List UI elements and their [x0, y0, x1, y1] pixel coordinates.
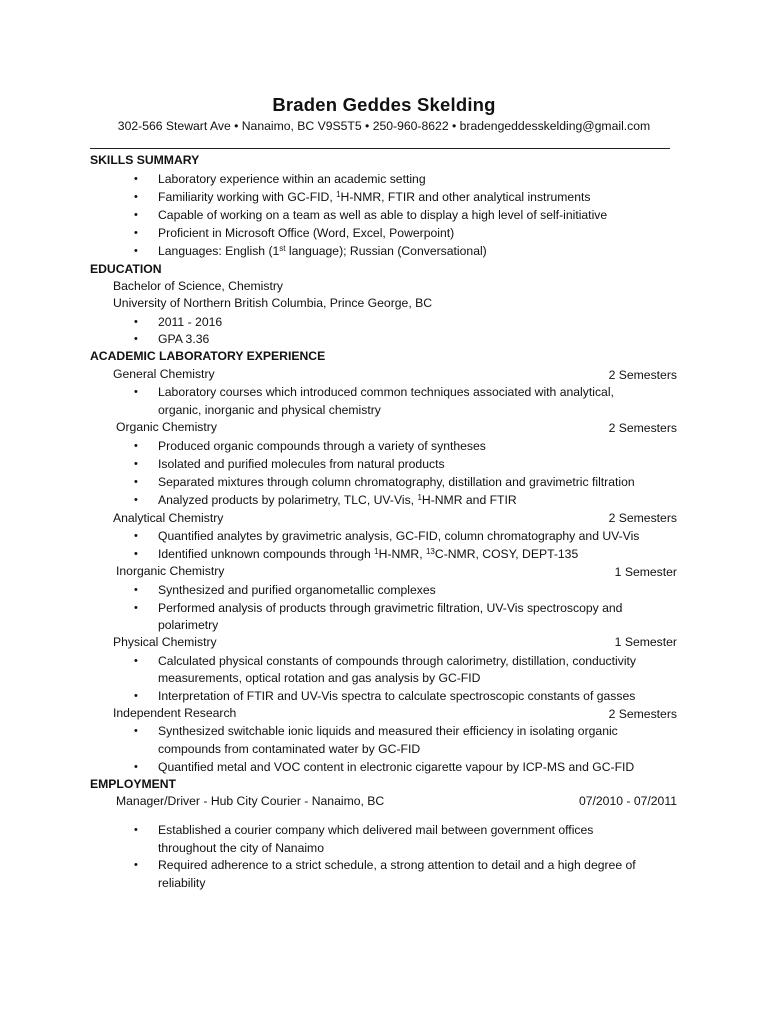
course-duration: 1 Semester — [614, 565, 677, 579]
bullet-icon: • — [134, 440, 138, 452]
course-title: Inorganic Chemistry — [116, 564, 225, 578]
skill-item: Familiarity working with GC-FID, $^1$H-NMR, FTIR and other analytical instruments — [158, 190, 591, 204]
bullet-icon: • — [134, 690, 138, 702]
course-item: Analyzed products by polarimetry, TLC, UV-Vis, $^1$H-NMR and FTIR — [158, 493, 517, 507]
bullet-icon: • — [134, 530, 138, 542]
skill-item: Laboratory experience within an academic setting — [158, 172, 426, 186]
contact-line: 302-566 Stewart Ave • Nanaimo, BC V9S5T5 • 250-960-8622 • bradengeddesskelding@gmail.com — [117, 119, 651, 133]
course-item: Identified unknown compounds through $^1$H-NMR, $^{13}$C-NMR, COSY, DEPT-135 — [158, 547, 579, 561]
course-title: General Chemistry — [113, 367, 215, 381]
bullet-icon: • — [134, 476, 138, 488]
education-heading: EDUCATION — [90, 262, 162, 276]
bullet-icon: • — [134, 173, 138, 185]
bullet-icon: • — [134, 316, 138, 328]
course-item-continued: polarimetry — [158, 618, 219, 632]
course-item-continued: organic, inorganic and physical chemistry — [158, 403, 381, 417]
course-item: Separated mixtures through column chromatography, distillation and gravimetric filtration — [158, 475, 635, 489]
course-title: Analytical Chemistry — [113, 511, 224, 525]
lab-heading: ACADEMIC LABORATORY EXPERIENCE — [90, 349, 326, 363]
course-item: Performed analysis of products through gravimetric filtration, UV-Vis spectroscopy and — [158, 601, 623, 615]
bullet-icon: • — [134, 191, 138, 203]
bullet-icon: • — [134, 548, 138, 560]
course-item: Laboratory courses which introduced common techniques associated with analytical, — [158, 385, 614, 399]
course-item: Produced organic compounds through a variety of syntheses — [158, 439, 486, 453]
job-item: Required adherence to a strict schedule, a strong attention to detail and a high degree of — [158, 858, 636, 872]
course-title: Independent Research — [113, 706, 237, 720]
bullet-icon: • — [134, 386, 138, 398]
bullet-icon: • — [134, 725, 138, 737]
bullet-icon: • — [134, 859, 138, 871]
course-item: Isolated and purified molecules from natural products — [158, 457, 445, 471]
course-item-continued: compounds from contaminated water by GC-FID — [158, 742, 421, 756]
bullet-icon: • — [134, 584, 138, 596]
course-item: Interpretation of FTIR and UV-Vis spectra to calculate spectroscopic constants of gasses — [158, 689, 636, 703]
course-item: Synthesized and purified organometallic complexes — [158, 583, 436, 597]
bullet-icon: • — [134, 655, 138, 667]
course-title: Physical Chemistry — [113, 635, 217, 649]
bullet-icon: • — [134, 494, 138, 506]
education-item: 2011 - 2016 — [158, 315, 223, 329]
job-item: Established a courier company which delivered mail between government offices — [158, 823, 594, 837]
bullet-icon: • — [134, 227, 138, 239]
job-item-continued: reliability — [158, 876, 206, 890]
course-duration: 2 Semesters — [608, 368, 677, 382]
course-duration: 2 Semesters — [608, 421, 677, 435]
header-divider — [90, 148, 670, 149]
bullet-icon: • — [134, 333, 138, 345]
bullet-icon: • — [134, 458, 138, 470]
course-item-continued: measurements, optical rotation and gas analysis by GC-FID — [158, 671, 481, 685]
employment-heading: EMPLOYMENT — [90, 777, 176, 791]
bullet-icon: • — [134, 761, 138, 773]
skill-item: Capable of working on a team as well as able to display a high level of self-initiative — [158, 208, 608, 222]
course-item: Quantified metal and VOC content in electronic cigarette vapour by ICP-MS and GC-FID — [158, 760, 635, 774]
education-item: GPA 3.36 — [158, 332, 210, 346]
course-title: Organic Chemistry — [116, 420, 217, 434]
job-item-continued: throughout the city of Nanaimo — [158, 841, 324, 855]
course-item: Quantified analytes by gravimetric analysis, GC-FID, column chromatography and UV-Vis — [158, 529, 640, 543]
job-title: Manager/Driver - Hub City Courier - Nanaimo, BC — [116, 794, 385, 808]
bullet-icon: • — [134, 824, 138, 836]
course-duration: 1 Semester — [614, 635, 677, 649]
bullet-icon: • — [134, 602, 138, 614]
education-school: University of Northern British Columbia, Prince George, BC — [113, 296, 433, 310]
skill-item: Proficient in Microsoft Office (Word, Excel, Powerpoint) — [158, 226, 455, 240]
course-item: Calculated physical constants of compounds through calorimetry, distillation, conductivity — [158, 654, 637, 668]
skill-item: Languages: English (1st language); Russian (Conversational) — [158, 244, 487, 258]
course-item: Synthesized switchable ionic liquids and measured their efficiency in isolating organic — [158, 724, 618, 738]
resume-name: Braden Geddes Skelding — [272, 94, 496, 115]
job-dates: 07/2010 - 07/2011 — [578, 794, 677, 808]
course-duration: 2 Semesters — [608, 511, 677, 525]
education-degree: Bachelor of Science, Chemistry — [113, 279, 284, 293]
skills-heading: SKILLS SUMMARY — [90, 153, 200, 167]
course-duration: 2 Semesters — [608, 707, 677, 721]
bullet-icon: • — [134, 209, 138, 221]
bullet-icon: • — [134, 245, 138, 257]
